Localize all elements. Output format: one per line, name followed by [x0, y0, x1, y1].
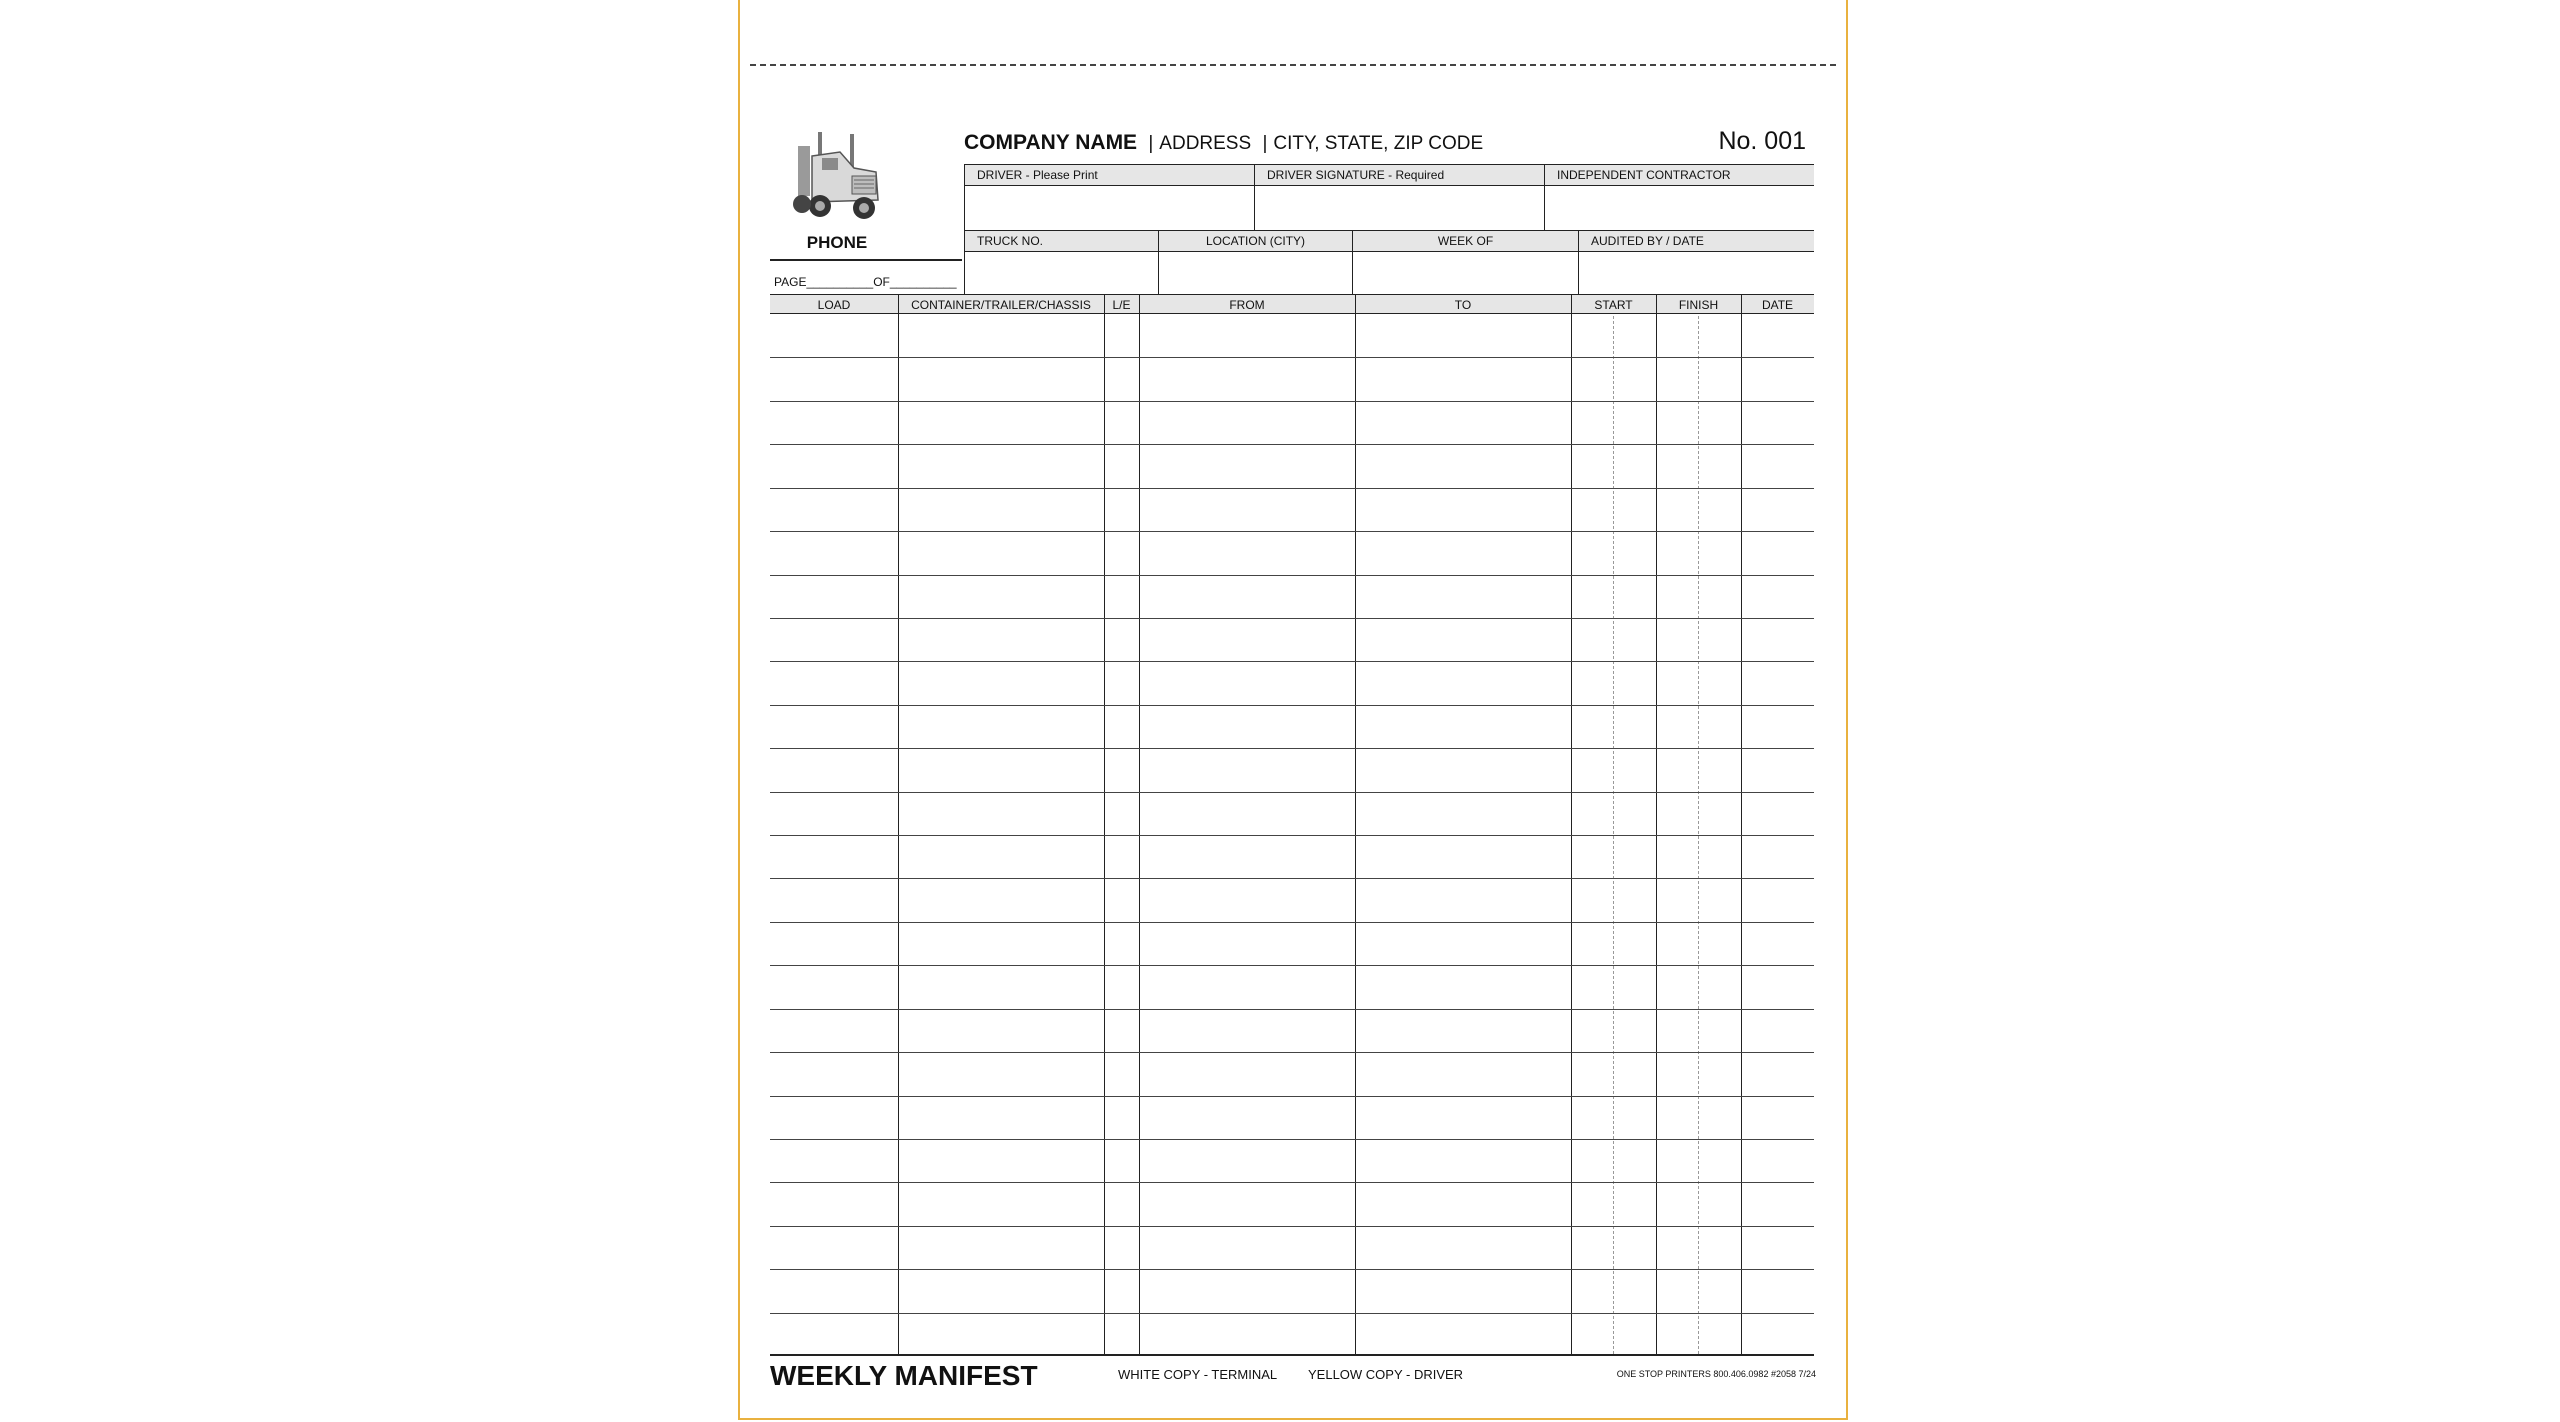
table-row-divider	[770, 748, 1814, 749]
phone-label: PHONE	[806, 233, 868, 252]
column-divider	[1139, 294, 1140, 1356]
column-divider	[1355, 294, 1356, 1356]
company-address: ADDRESS	[1159, 133, 1252, 154]
table-row-divider	[770, 1009, 1814, 1010]
table-row-divider	[770, 792, 1814, 793]
column-divider	[1104, 294, 1105, 1356]
table-row-divider	[770, 1269, 1814, 1270]
week-of-label: WEEK OF	[1353, 231, 1578, 252]
audited-by-field[interactable]	[1578, 231, 1814, 294]
form-title: WEEKLY MANIFEST	[770, 1360, 1038, 1391]
location-city-field[interactable]	[1158, 231, 1352, 294]
semi-truck-icon	[792, 128, 882, 228]
table-row-divider	[770, 444, 1814, 445]
column-divider	[898, 294, 899, 1356]
table-row-divider	[770, 1139, 1814, 1140]
truck-fields-row	[964, 230, 1814, 294]
manifest-table	[770, 294, 1814, 1356]
truck-no-label: TRUCK NO.	[965, 231, 1158, 252]
table-row-divider	[770, 1226, 1814, 1227]
table-row-divider	[770, 705, 1814, 706]
audited-by-label: AUDITED BY / DATE	[1579, 231, 1814, 252]
column-header-container: CONTAINER/TRAILER/CHASSIS	[898, 294, 1104, 314]
page-of-field[interactable]: PAGE__________OF__________	[774, 275, 957, 289]
company-header	[964, 131, 1483, 155]
table-row-divider	[770, 401, 1814, 402]
location-city-label: LOCATION (CITY)	[1159, 231, 1352, 252]
yellow-copy-note: YELLOW COPY - DRIVER	[1308, 1367, 1464, 1382]
header-separator: |	[1148, 133, 1154, 154]
column-header-date: DATE	[1741, 294, 1814, 314]
independent-contractor-field[interactable]	[1544, 165, 1814, 230]
table-row-divider	[770, 1052, 1814, 1053]
phone-divider	[770, 259, 962, 261]
driver-name-label: DRIVER - Please Print	[965, 165, 1254, 186]
table-row-divider	[770, 922, 1814, 923]
column-header-from: FROM	[1139, 294, 1355, 314]
column-header-to: TO	[1355, 294, 1571, 314]
table-row-divider	[770, 357, 1814, 358]
driver-signature-label: DRIVER SIGNATURE - Required	[1255, 165, 1544, 186]
truck-no-field[interactable]	[964, 231, 1158, 294]
column-header-finish: FINISH	[1656, 294, 1741, 314]
driver-fields-row	[964, 164, 1814, 230]
table-bottom-rule	[770, 1354, 1814, 1356]
column-header-le: L/E	[1104, 294, 1139, 314]
table-row-divider	[770, 531, 1814, 532]
white-copy-note: WHITE COPY - TERMINAL	[1118, 1367, 1278, 1382]
company-name: COMPANY NAME	[964, 131, 1138, 154]
header-separator: |	[1262, 133, 1268, 154]
column-divider	[1741, 294, 1742, 1356]
perforation-line	[750, 64, 1836, 66]
driver-name-field[interactable]	[964, 165, 1254, 230]
column-header-load: LOAD	[770, 294, 898, 314]
form-number: No. 001	[1718, 127, 1806, 155]
week-of-field[interactable]	[1352, 231, 1578, 294]
table-row-divider	[770, 1096, 1814, 1097]
table-row-divider	[770, 878, 1814, 879]
table-row-divider	[770, 575, 1814, 576]
table-row-divider	[770, 1313, 1814, 1314]
table-row-divider	[770, 835, 1814, 836]
company-city-state-zip: CITY, STATE, ZIP CODE	[1273, 133, 1484, 154]
independent-contractor-label: INDEPENDENT CONTRACTOR	[1545, 165, 1814, 186]
table-row-divider	[770, 965, 1814, 966]
driver-signature-field[interactable]	[1254, 165, 1544, 230]
manifest-form	[738, 0, 1848, 1420]
table-row-divider	[770, 618, 1814, 619]
printer-imprint: ONE STOP PRINTERS 800.406.0982 #2058 7/24	[1616, 1369, 1816, 1379]
table-row-divider	[770, 488, 1814, 489]
column-divider	[1571, 294, 1572, 1356]
column-header-start: START	[1571, 294, 1656, 314]
table-row-divider	[770, 661, 1814, 662]
table-row-divider	[770, 1182, 1814, 1183]
column-divider	[1656, 294, 1657, 1356]
